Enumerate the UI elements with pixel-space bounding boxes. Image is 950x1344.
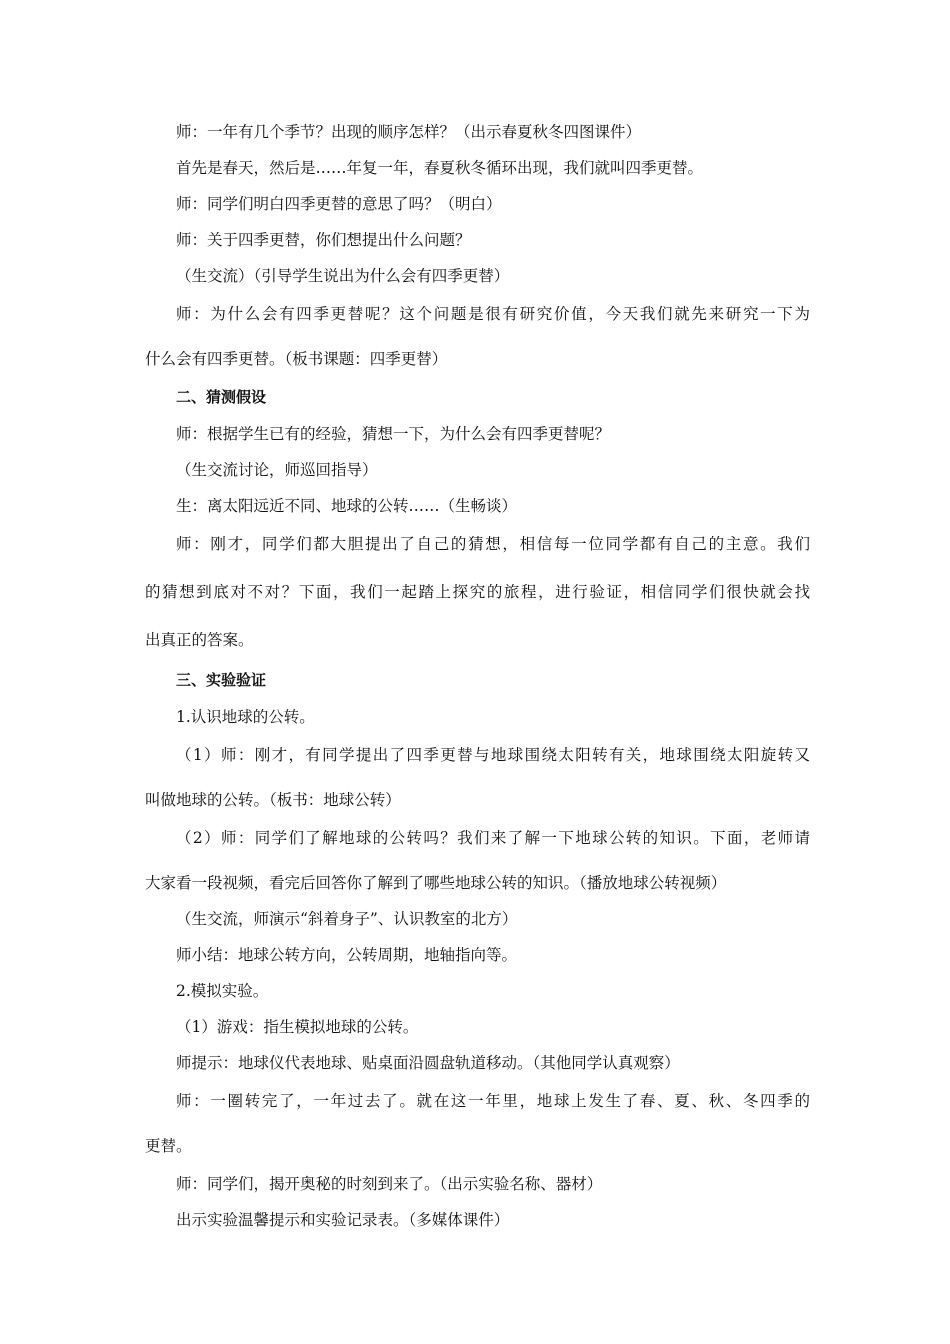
paragraph-17-line-1: 师：一圈转完了，一年过去了。就在这一年里，地球上发生了春、夏、秋、冬四季的 bbox=[176, 1092, 810, 1110]
paragraph-17-line-2: 更替。 bbox=[145, 1137, 192, 1155]
paragraph-14: 师小结：地球公转方向，公转周期，地轴指向等。 bbox=[176, 946, 518, 964]
paragraph-1: 师：一年有几个季节？出现的顺序怎样？（出示春夏秋冬四图课件） bbox=[176, 123, 642, 141]
section-heading-2: 二、猜测假设 bbox=[176, 388, 267, 406]
step-2-title: 2.模拟实验。 bbox=[176, 982, 269, 1000]
paragraph-5: （生交流）（引导学生说出为什么会有四季更替） bbox=[176, 267, 510, 285]
paragraph-10-line-1: 师：刚才，同学们都大胆提出了自己的猜想，相信每一位同学都有自己的主意。我们 bbox=[176, 535, 810, 553]
paragraph-10-line-3: 出真正的答案。 bbox=[145, 631, 254, 649]
paragraph-15: （1）游戏：指生模拟地球的公转。 bbox=[176, 1018, 419, 1036]
section-heading-3: 三、实验验证 bbox=[176, 671, 267, 689]
paragraph-6-line-2: 什么会有四季更替。（板书课题：四季更替） bbox=[145, 350, 448, 368]
paragraph-9: 生：离太阳远近不同、地球的公转……（生畅谈） bbox=[176, 497, 518, 515]
paragraph-11-line-1: （1）师：刚才，有同学提出了四季更替与地球围绕太阳转有关，地球围绕太阳旋转又 bbox=[176, 746, 810, 764]
paragraph-7: 师：根据学生已有的经验，猜想一下，为什么会有四季更替呢？ bbox=[176, 425, 611, 443]
paragraph-3: 师：同学们明白四季更替的意思了吗？（明白） bbox=[176, 195, 502, 213]
paragraph-19: 出示实验温馨提示和实验记录表。（多媒体课件） bbox=[176, 1211, 510, 1229]
paragraph-12-line-1: （2）师：同学们了解地球的公转吗？我们来了解一下地球公转的知识。下面，老师请 bbox=[176, 829, 810, 847]
paragraph-18: 师：同学们，揭开奥秘的时刻到来了。（出示实验名称、器材） bbox=[176, 1175, 603, 1193]
paragraph-4: 师：关于四季更替，你们想提出什么问题？ bbox=[176, 231, 471, 249]
step-1-title: 1.认识地球的公转。 bbox=[176, 708, 315, 726]
paragraph-11-line-2: 叫做地球的公转。（板书：地球公转） bbox=[145, 791, 401, 809]
paragraph-8: （生交流讨论，师巡回指导） bbox=[176, 461, 378, 479]
paragraph-16: 师提示：地球仪代表地球、贴桌面沿圆盘轨道移动。（其他同学认真观察） bbox=[176, 1054, 680, 1072]
paragraph-12-line-2: 大家看一段视频，看完后回答你了解到了哪些地球公转的知识。（播放地球公转视频） bbox=[145, 874, 727, 892]
paragraph-6-line-1: 师：为什么会有四季更替呢？这个问题是很有研究价值，今天我们就先来研究一下为 bbox=[176, 305, 810, 323]
paragraph-2: 首先是春天，然后是……年复一年，春夏秋冬循环出现，我们就叫四季更替。 bbox=[176, 159, 704, 177]
paragraph-10-line-2: 的猜想到底对不对？下面，我们一起踏上探究的旅程，进行验证，相信同学们很快就会找 bbox=[145, 583, 810, 601]
document-body bbox=[145, 122, 810, 1230]
paragraph-13: （生交流，师演示“斜着身子”、认识教室的北方） bbox=[176, 910, 518, 928]
